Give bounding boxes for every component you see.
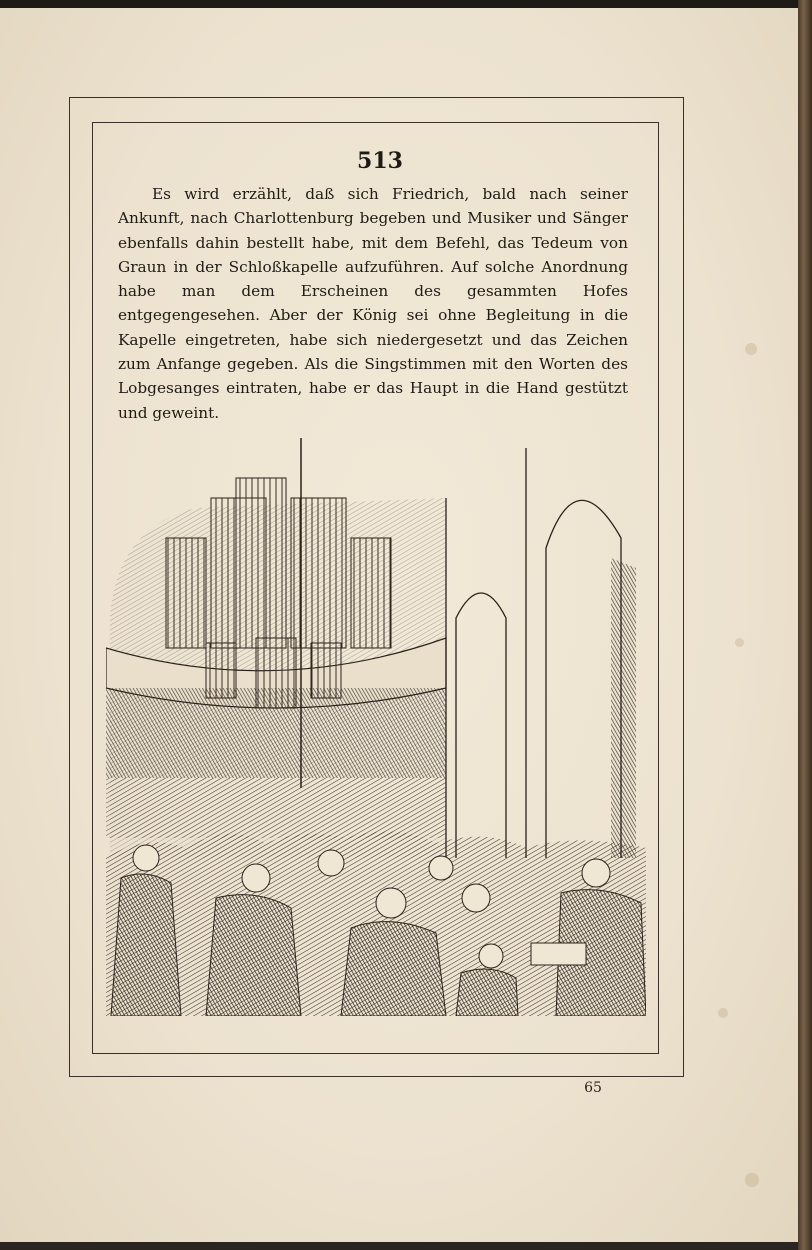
book-spine-edge: [798, 0, 812, 1250]
paper-stain: [745, 343, 757, 355]
page-number: 65: [584, 1080, 602, 1096]
paper-stain: [718, 1008, 728, 1018]
paper-stain: [735, 638, 744, 647]
paper-stain: [745, 1173, 759, 1187]
body-paragraph: Es wird erzählt, daß sich Friedrich, bald nach seiner Ankunft, nach Charlottenburg begeben und Musiker und Sänger ebenfalls dahin bestellt habe, mit dem Befehl, das Tedeum von Graun in der Schloßkapelle aufzuführen. Auf solche Anordnung habe man dem Erscheinen des gesammten Hofes entgegengesehen. Aber der König sei ohne Begleitung in die Kapelle eingetreten, habe sich niedergesetzt und das Zeichen zum Anfange gegeben. Als die Singstimmen mit den Worten des Lobgesanges eintraten, habe er das Haupt in die Hand gestützt und geweint.: [118, 185, 628, 422]
section-number: 513: [357, 148, 403, 174]
scan-top-edge: [0, 0, 812, 8]
engraving-illustration: [106, 438, 646, 1016]
